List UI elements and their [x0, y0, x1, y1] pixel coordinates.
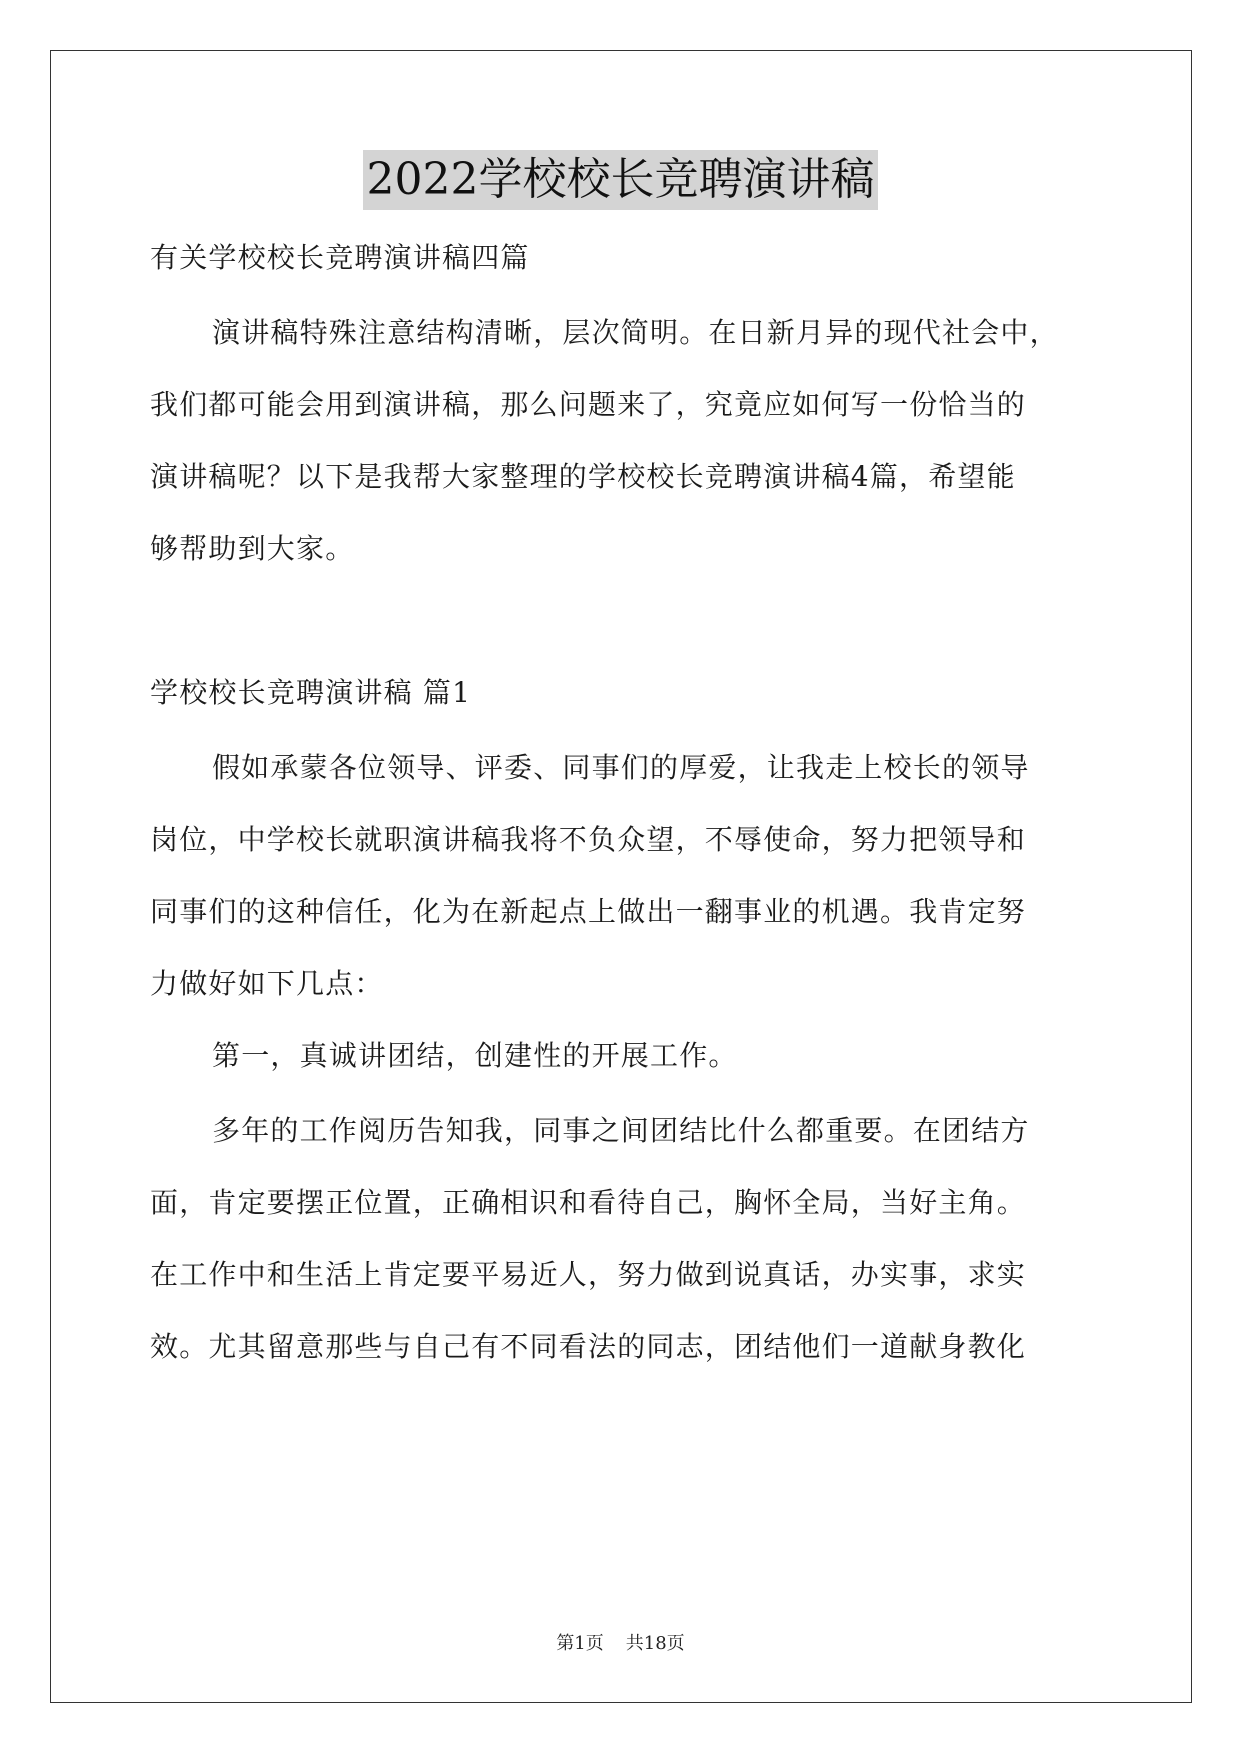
paragraph-line: 同事们的这种信任，化为在新起点上做出一翻事业的机遇。我肯定努 [150, 895, 1027, 928]
page-number-current: 第1页 [556, 1633, 604, 1654]
page-footer [0, 1632, 1241, 1656]
paragraph-line: 面，肯定要摆正位置，正确相识和看待自己，胸怀全局，当好主角。 [150, 1186, 1027, 1219]
point-heading: 第一，真诚讲团结，创建性的开展工作。 [212, 1039, 738, 1072]
document-title [0, 150, 1241, 210]
document-subtitle: 有关学校校长竞聘演讲稿四篇 [150, 241, 530, 274]
paragraph-line: 多年的工作阅历告知我，同事之间团结比什么都重要。在团结方 [212, 1114, 1030, 1147]
paragraph-line: 在工作中和生活上肯定要平易近人，努力做到说真话，办实事，求实 [150, 1258, 1027, 1291]
paragraph-line: 效。尤其留意那些与自己有不同看法的同志，团结他们一道献身教化 [150, 1330, 1027, 1363]
page-border [50, 50, 1192, 1703]
intro-line: 演讲稿呢？以下是我帮大家整理的学校校长竞聘演讲稿4篇，希望能 [150, 460, 1016, 493]
intro-line: 演讲稿特殊注意结构清晰，层次简明。在日新月异的现代社会中， [212, 316, 1059, 349]
page-number-total: 共18页 [625, 1633, 685, 1654]
section-heading: 学校校长竞聘演讲稿 篇1 [150, 676, 472, 709]
intro-line: 够帮助到大家。 [150, 532, 355, 565]
paragraph-line: 力做好如下几点： [150, 967, 384, 1000]
document-title-text: 2022学校校长竞聘演讲稿 [363, 150, 879, 210]
paragraph-line: 假如承蒙各位领导、评委、同事们的厚爱，让我走上校长的领导 [212, 751, 1030, 784]
paragraph-line: 岗位，中学校长就职演讲稿我将不负众望，不辱使命，努力把领导和 [150, 823, 1027, 856]
intro-line: 我们都可能会用到演讲稿，那么问题来了，究竟应如何写一份恰当的 [150, 388, 1027, 421]
